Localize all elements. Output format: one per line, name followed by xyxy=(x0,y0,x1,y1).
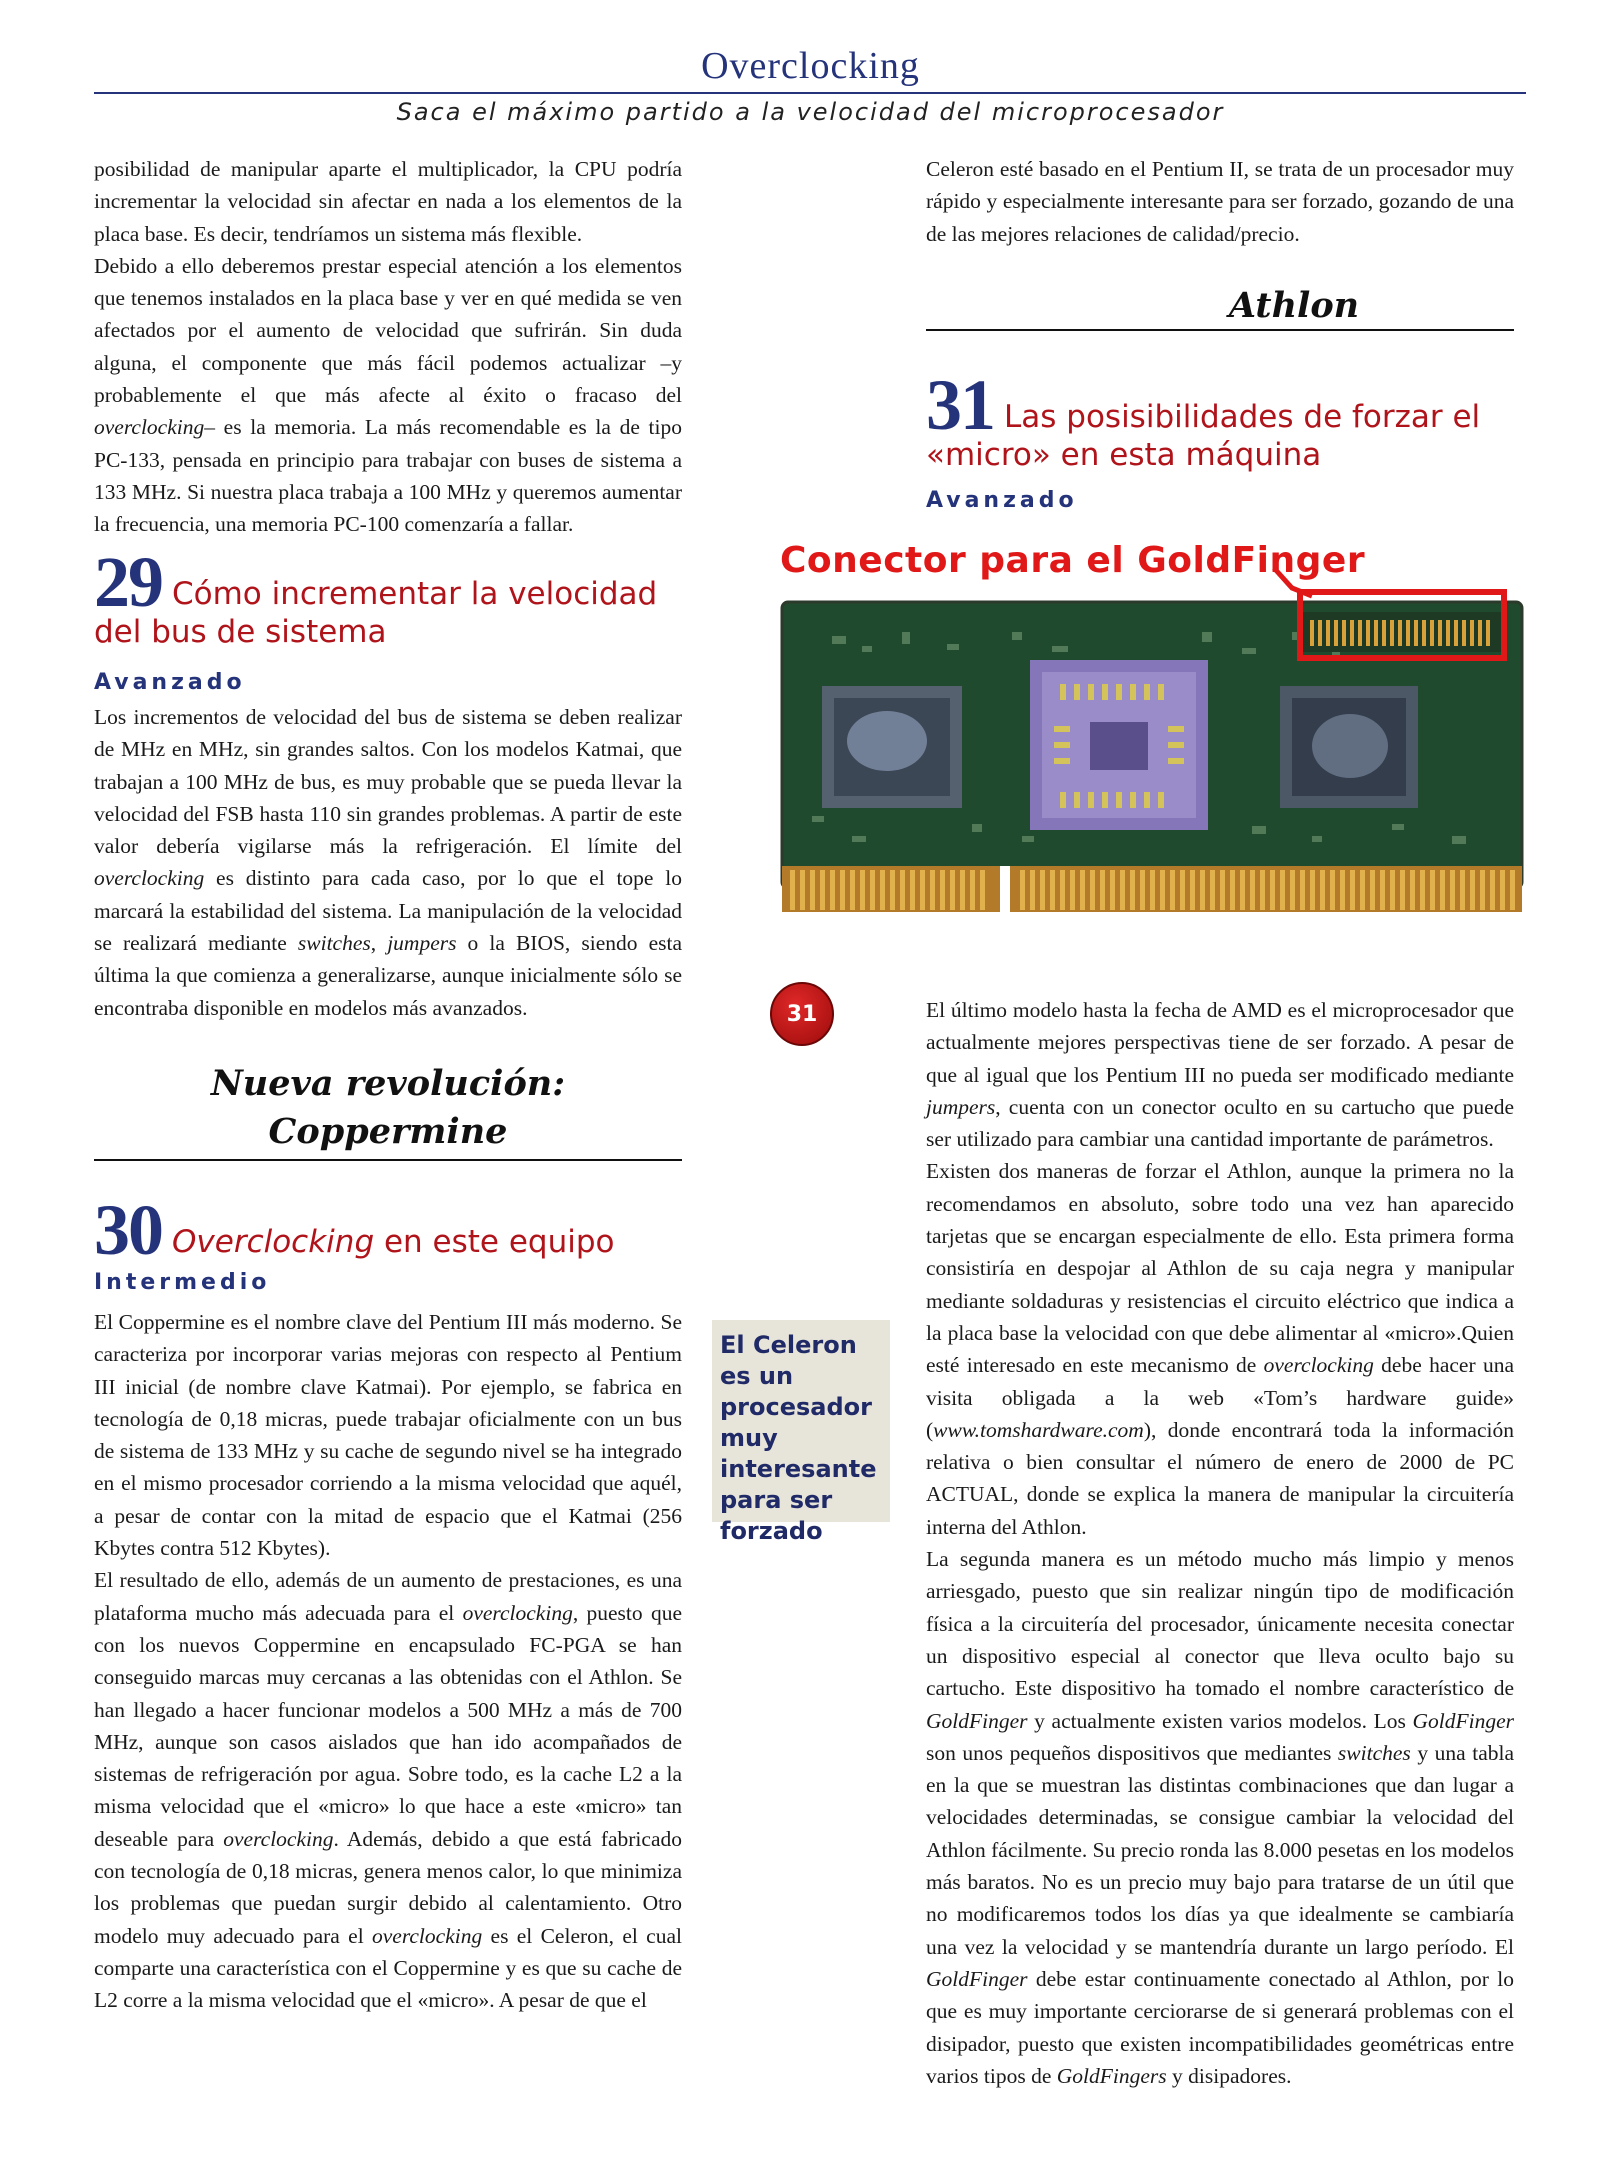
header-rule xyxy=(94,92,1526,94)
section-31-level: Avanzado xyxy=(926,488,1078,513)
athlon-board-illustration xyxy=(772,536,1534,968)
section-31-body xyxy=(926,994,1514,2092)
intro-paragraph-1: posibilidad de manipular aparte el multiplicador, la CPU podría incrementar la velocidad sin afectar en nada a los elementos de la placa base. Es decir, tendríamos un sistema más flexible. xyxy=(94,157,682,246)
section-30-heading: 30 Overclocking en este equipo xyxy=(94,1190,615,1270)
section-number: 31 xyxy=(926,365,994,445)
figure-callout-label: Conector para el GoldFinger xyxy=(780,540,1366,581)
running-header-subtitle: Saca el máximo partido a la velocidad del microprocesador xyxy=(396,98,1225,126)
section-31-paragraph-3: La segunda manera es un método mucho más limpio y menos arriesgado, puesto que sin realizar ningún tipo de modificación física a la circuitería del procesador, únicamente necesita conectar un dispositivo especial al conector que lleva oculto bajo su cartucho. Este dispositivo ha tomado el nombre característico de GoldFinger y actualmente existen varios modelos. Los GoldFinger son unos pequeños dispositivos que mediantes switches y una tabla en la que se muestran las distintas combinaciones que dan lugar a velocidades determinadas, se consigue cambiar la velocidad del Athlon fácilmente. Su precio ronda las 8.000 pesetas en los modelos más baratos. No es un precio muy bajo para tratarse de un útil que no modificaremos todos los días ya que idealmente se cambiaría una vez la velocidad y se mantendría durante un largo período. El GoldFinger debe estar continuamente conectado al Athlon, por lo que es muy importante cerciorarse de si generará problemas con el disipador, puesto que existen incompatibilidades geométricas entre varios tipos de GoldFingers y disipadores. xyxy=(926,1547,1514,2088)
chapter-rule-athlon xyxy=(926,329,1514,331)
intro-paragraph-2: Debido a ello deberemos prestar especial atención a los elementos que tenemos instalados en la placa base y ver en qué medida se ven afectados por el aumento de velocidad que sufrirán. Sin duda alguna, el componente que más fácil podemos actualizar –y probablemente el que más afecte al éxito o fracaso del overclocking– es la memoria. La más recomendable es la de tipo PC-133, pensada en principio para trabajar con buses de sistema a 133 MHz. Si nuestra placa trabaja a 100 MHz y queremos aumentar la frecuencia, una memoria PC-100 comenzaría a fallar. xyxy=(94,253,682,537)
right-intro-paragraph: Celeron esté basado en el Pentium II, se trata de un procesador muy rápido y especialmente interesante para ser forzado, gozando de una de las mejores relaciones de calidad/precio. xyxy=(926,157,1514,246)
section-31-heading xyxy=(926,365,1526,474)
section-31-paragraph-1: El último modelo hasta la fecha de AMD es el microprocesador que actualmente mejores perspectivas tiene de ser forzado. A pesar de que al igual que los Pentium III no pueda ser modificado mediante jumpers, cuenta con un conector oculto en su cartucho que puede ser utilizado para cambiar una cantidad importante de parámetros. xyxy=(926,998,1514,1152)
section-29-level: Avanzado xyxy=(94,670,246,695)
section-29-paragraph: Los incrementos de velocidad del bus de sistema se deben realizar de MHz en MHz, sin grandes saltos. Con los modelos Katmai, que trabajan a 100 MHz de bus, es muy probable que se pueda llevar la velocidad del FSB hasta 110 sin grandes problemas. A partir de este valor debería vigilarse más la refrigeración. El límite del overclocking es distinto para cada caso, por lo que el tope lo marcará la estabilidad del sistema. La manipulación de la velocidad se realizará mediante switches, jumpers o la BIOS, siendo esta última la que comienza a generalizarse, aunque inicialmente sólo se encontraba disponible en modelos más avanzados. xyxy=(94,705,682,1020)
right-intro xyxy=(926,153,1514,250)
section-30-level: Intermedio xyxy=(94,1270,271,1295)
section-number: 30 xyxy=(94,1190,162,1270)
section-31-paragraph-2: Existen dos maneras de forzar el Athlon, aunque la primera no la recomendamos en absoluto, sobre todo una vez han aparecido tarjetas que se encargan especialmente de ello. Esta primera forma consistiría en despojar al Athlon de su caja negra y manipular mediante soldaduras y resistencias el circuito eléctrico que indica a la placa base la velocidad con que debe alimentar al «micro».Quien esté interesado en este mecanismo de overclocking debe hacer una visita obligada a la web «Tom’s hardware guide» (www.tomshardware.com), donde encontrará toda la información relativa o bien consultar el número de enero de 2000 de PC ACTUAL, donde se explica la manera de manipular la circuitería interna del Athlon. xyxy=(926,1159,1514,1539)
chapter-heading-coppermine: Nueva revolución: Coppermine xyxy=(210,1063,566,1152)
section-title: Cómo incrementar la velocidad del bus de sistema xyxy=(94,576,658,650)
left-intro xyxy=(94,153,682,541)
chapter-rule-coppermine xyxy=(94,1159,682,1161)
section-29-heading xyxy=(94,542,694,651)
section-title: Las posisibilidades de forzar el «micro» en esta máquina xyxy=(926,399,1481,473)
section-number: 29 xyxy=(94,542,162,622)
section-30-paragraph-2: El resultado de ello, además de un aumento de prestaciones, es una plataforma mucho más adecuada para el overclocking, puesto que con los nuevos Coppermine en encapsulado FC-PGA se han conseguido marcas muy cercanas a las obtenidas con el Athlon. Se han llegado a hacer funcionar modelos a 500 MHz a más de 700 MHz, aunque son casos aislados que han ido acompañados de sistemas de refrigeración por agua. Sobre todo, es la cache L2 a la misma velocidad que el «micro» lo que hace a este «micro» tan deseable para overclocking. Además, debido a que está fabricado con tecnología de 0,18 micras, genera menos calor, lo que minimiza los problemas que puedan surgir debido al calentamiento. Otro modelo muy adecuado para el overclocking es el Celeron, el cual comparte una característica con el Coppermine y es que su cache de L2 corre a la misma velocidad que el «micro». A pesar de que el xyxy=(94,1568,682,2013)
section-30-paragraph-1: El Coppermine es el nombre clave del Pentium III más moderno. Se caracteriza por incorporar varias mejoras con respecto al Pentium III inicial (de nombre clave Katmai). Por ejemplo, se fabrica en tecnología de 0,18 micras, puede trabajar oficialmente con un bus de sistema de 133 MHz y su cache de segundo nivel se ha integrado en el mismo procesador corriendo a la misma velocidad que aquél, a pesar de contar con la mitad de espacio que el Katmai (256 Kbytes contra 512 Kbytes). xyxy=(94,1310,682,1561)
chapter-heading-athlon: Athlon xyxy=(1228,285,1360,326)
pull-quote: El Celeron es un procesador muy interesante para ser forzado xyxy=(712,1320,890,1522)
figure-number-badge: 31 xyxy=(770,982,834,1046)
section-29-body xyxy=(94,701,682,1024)
section-30-body xyxy=(94,1306,682,2017)
athlon-cartridge-figure xyxy=(772,536,1534,968)
running-header-title: Overclocking xyxy=(701,45,920,87)
